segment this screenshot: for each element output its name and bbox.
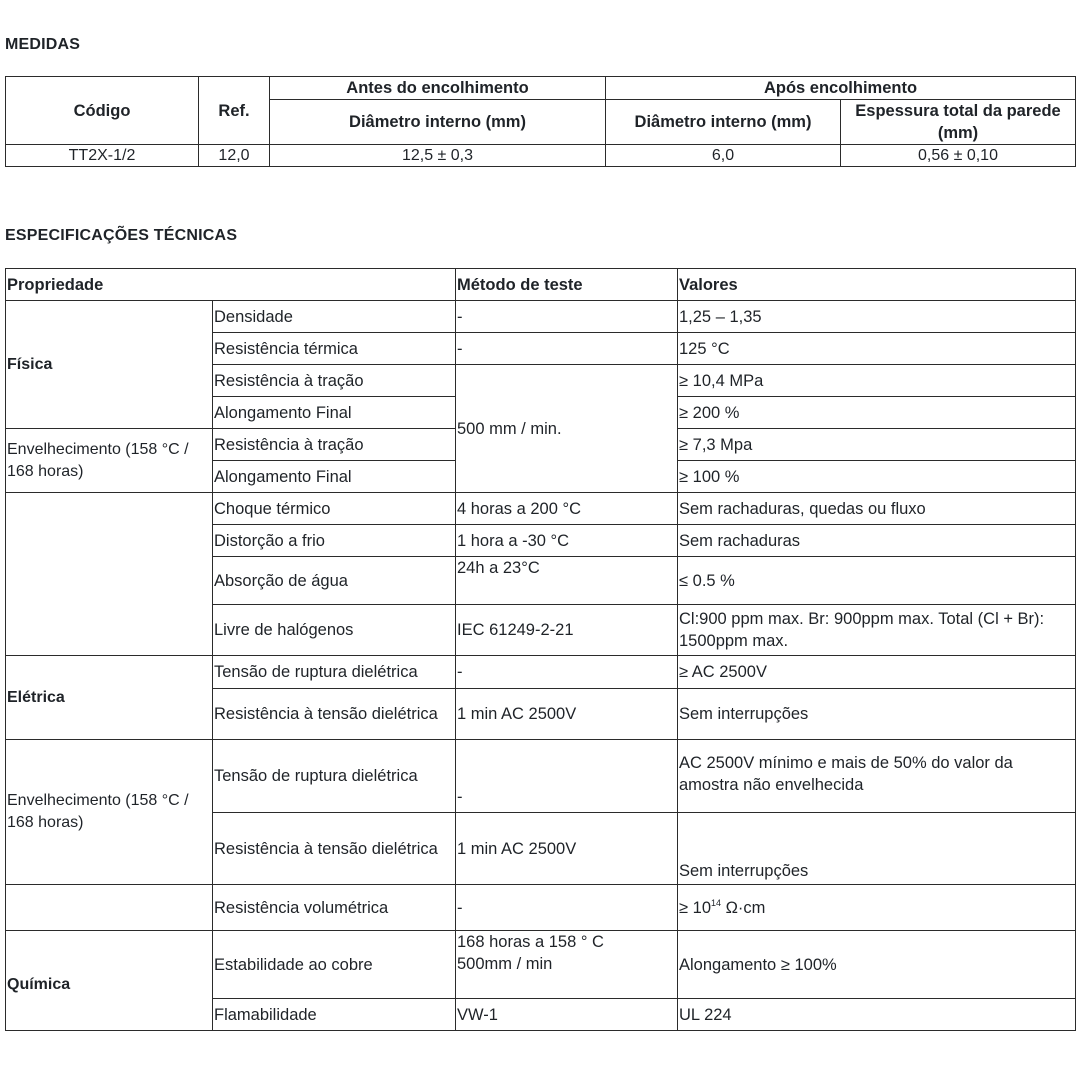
metodo-flamabilidade: VW-1 — [456, 999, 678, 1031]
category-envelhecimento-eletrica: Envelhecimento (158 °C / 168 horas) — [6, 740, 213, 885]
valor-resistencia-volumetrica — [678, 885, 1076, 931]
metodo-line-2: 500mm / min — [457, 955, 553, 973]
header-propriedade: Propriedade — [6, 269, 456, 301]
category-envelhecimento: Envelhecimento (158 °C / 168 horas) — [6, 429, 213, 493]
metodo-tensao-ruptura: - — [456, 656, 678, 689]
prop-livre-halogenos: Livre de halógenos — [213, 605, 456, 656]
header-apos: Após encolhimento — [606, 77, 1076, 100]
medidas-title: MEDIDAS — [5, 36, 81, 53]
valor-distorcao-frio: Sem rachaduras — [678, 525, 1076, 557]
category-quimica: Química — [6, 931, 213, 1031]
metodo-resistencia-termica: - — [456, 333, 678, 365]
header-espessura: Espessura total da parede (mm) — [841, 100, 1076, 145]
prop-resistencia-tracao: Resistência à tração — [213, 365, 456, 397]
metodo-resistencia-tensao: 1 min AC 2500V — [456, 689, 678, 740]
cell-ref: 12,0 — [199, 145, 270, 167]
prop-alongamento-final: Alongamento Final — [213, 397, 456, 429]
category-eletrica: Elétrica — [6, 656, 213, 740]
metodo-env-tensao-ruptura: - — [456, 740, 678, 813]
metodo-tracao-group: 500 mm / min. — [456, 365, 678, 493]
metodo-estabilidade-cobre — [456, 931, 678, 999]
specs-table — [5, 268, 1076, 1031]
table-header-row — [6, 269, 1076, 301]
metodo-distorcao-frio: 1 hora a -30 °C — [456, 525, 678, 557]
cell-diametro-antes: 12,5 ± 0,3 — [270, 145, 606, 167]
valor-env-resistencia-tensao: Sem interrupções — [678, 813, 1076, 885]
valor-estabilidade-cobre: Alongamento ≥ 100% — [678, 931, 1076, 999]
valor-choque-termico: Sem rachaduras, quedas ou fluxo — [678, 493, 1076, 525]
valor-exponent: 14 — [711, 897, 722, 908]
metodo-line-1: 168 horas a 158 ° C — [457, 933, 604, 951]
valor-absorcao-agua: ≤ 0.5 % — [678, 557, 1076, 605]
valor-resistencia-termica: 125 °C — [678, 333, 1076, 365]
metodo-absorcao-agua: 24h a 23°C — [456, 557, 678, 605]
header-antes: Antes do encolhimento — [270, 77, 606, 100]
valor-alongamento-final: ≥ 200 % — [678, 397, 1076, 429]
metodo-densidade: - — [456, 301, 678, 333]
table-row — [6, 493, 1076, 525]
prop-densidade: Densidade — [213, 301, 456, 333]
valor-env-resistencia-tracao: ≥ 7,3 Mpa — [678, 429, 1076, 461]
prop-choque-termico: Choque térmico — [213, 493, 456, 525]
prop-absorcao-agua: Absorção de água — [213, 557, 456, 605]
table-row — [6, 656, 1076, 689]
valor-env-alongamento-final: ≥ 100 % — [678, 461, 1076, 493]
valor-tensao-ruptura: ≥ AC 2500V — [678, 656, 1076, 689]
metodo-choque-termico: 4 horas a 200 °C — [456, 493, 678, 525]
specs-title: ESPECIFICAÇÕES TÉCNICAS — [5, 227, 238, 244]
header-diametro-apos: Diâmetro interno (mm) — [606, 100, 841, 145]
table-row — [6, 740, 1076, 813]
medidas-table — [5, 76, 1076, 167]
valor-densidade: 1,25 – 1,35 — [678, 301, 1076, 333]
valor-resistencia-tensao: Sem interrupções — [678, 689, 1076, 740]
table-row — [6, 885, 1076, 931]
cell-espessura: 0,56 ± 0,10 — [841, 145, 1076, 167]
metodo-livre-halogenos: IEC 61249-2-21 — [456, 605, 678, 656]
header-diametro-antes: Diâmetro interno (mm) — [270, 100, 606, 145]
metodo-resistencia-volumetrica: - — [456, 885, 678, 931]
prop-distorcao-frio: Distorção a frio — [213, 525, 456, 557]
prop-env-resistencia-tracao: Resistência à tração — [213, 429, 456, 461]
category-empty — [6, 493, 213, 656]
prop-env-alongamento-final: Alongamento Final — [213, 461, 456, 493]
table-row — [6, 145, 1076, 167]
valor-resistencia-tracao: ≥ 10,4 MPa — [678, 365, 1076, 397]
valor-prefix: ≥ 10 — [679, 898, 711, 917]
table-row — [6, 931, 1076, 999]
header-valores: Valores — [678, 269, 1076, 301]
prop-resistencia-tensao: Resistência à tensão dielétrica — [213, 689, 456, 740]
prop-tensao-ruptura: Tensão de ruptura dielétrica — [213, 656, 456, 689]
cell-codigo: TT2X-1/2 — [6, 145, 199, 167]
prop-flamabilidade: Flamabilidade — [213, 999, 456, 1031]
prop-env-tensao-ruptura: Tensão de ruptura dielétrica — [213, 740, 456, 813]
valor-livre-halogenos: Cl:900 ppm max. Br: 900ppm max. Total (Cl + Br): 1500ppm max. — [678, 605, 1076, 656]
cell-diametro-apos: 6,0 — [606, 145, 841, 167]
header-ref: Ref. — [199, 77, 270, 145]
category-empty-2 — [6, 885, 213, 931]
prop-resistencia-termica: Resistência térmica — [213, 333, 456, 365]
table-row — [6, 301, 1076, 333]
prop-estabilidade-cobre: Estabilidade ao cobre — [213, 931, 456, 999]
category-fisica: Física — [6, 301, 213, 429]
prop-resistencia-volumetrica: Resistência volumétrica — [213, 885, 456, 931]
prop-env-resistencia-tensao: Resistência à tensão dielétrica — [213, 813, 456, 885]
header-metodo: Método de teste — [456, 269, 678, 301]
valor-unit: Ω·cm — [721, 898, 766, 917]
metodo-env-resistencia-tensao: 1 min AC 2500V — [456, 813, 678, 885]
valor-env-tensao-ruptura: AC 2500V mínimo e mais de 50% do valor da amostra não envelhecida — [678, 740, 1076, 813]
header-codigo: Código — [6, 77, 199, 145]
valor-flamabilidade: UL 224 — [678, 999, 1076, 1031]
